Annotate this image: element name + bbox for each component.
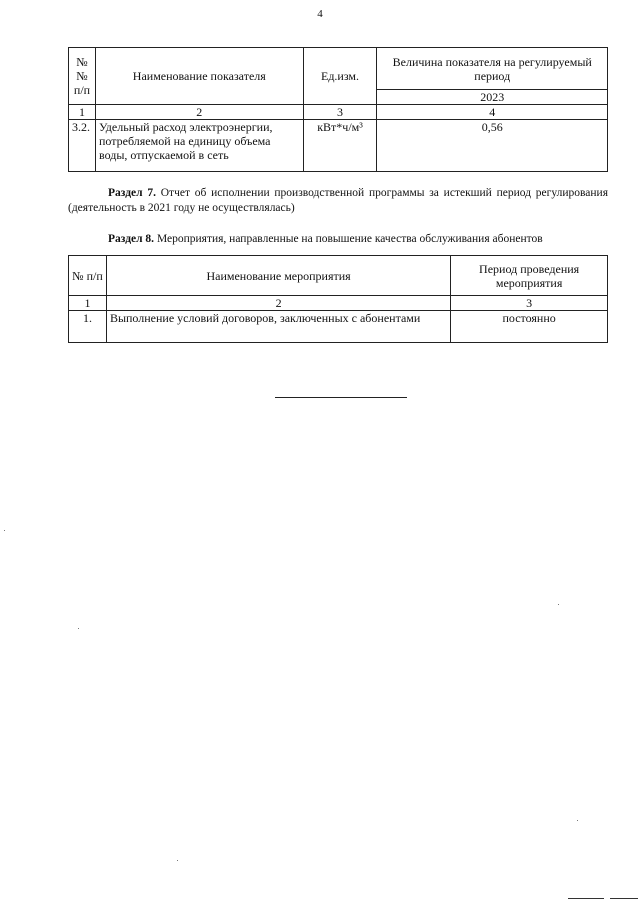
row-indicator-name: Удельный расход электроэнергии, потребляемой на единицу объема воды, отпускаемой в сеть (95, 120, 303, 172)
section-7-text: Отчет об исполнении производственной программы за истекший период регулирования (деятельность в 2021 году не осуществлялась) (68, 187, 609, 214)
col-number: 4 (377, 105, 608, 120)
row-unit: кВт*ч/м³ (303, 120, 377, 172)
header-value: Величина показателя на регулируемый период (377, 48, 608, 90)
indicator-table (68, 47, 608, 172)
page-number: 4 (317, 8, 323, 20)
scan-speck (4, 530, 5, 531)
measures-table (68, 255, 608, 343)
row-period: постоянно (451, 311, 608, 343)
column-number-row (69, 296, 608, 311)
scan-speck (558, 604, 559, 605)
row-value: 0,56 (377, 120, 608, 172)
col-number: 1 (69, 105, 96, 120)
section-8 (68, 232, 608, 247)
section-7 (68, 186, 608, 216)
col-number: 2 (106, 296, 450, 311)
row-num: 1. (69, 311, 107, 343)
edge-line (610, 898, 638, 899)
section-7-label: Раздел 7. (108, 187, 156, 199)
section-8-label: Раздел 8. (108, 233, 155, 245)
header-indicator-name: Наименование показателя (95, 48, 303, 105)
section-8-text: Мероприятия, направленные на повышение качества обслуживания абонентов (156, 233, 543, 245)
col-number: 3 (303, 105, 377, 120)
column-number-row (69, 105, 608, 120)
scan-speck (177, 860, 178, 861)
header-num: № п/п (69, 256, 107, 296)
edge-line (568, 898, 604, 899)
header-period: Период проведения мероприятия (451, 256, 608, 296)
col-number: 1 (69, 296, 107, 311)
header-num: №№ п/п (69, 48, 96, 105)
header-measure-name: Наименование мероприятия (106, 256, 450, 296)
header-unit: Ед.изм. (303, 48, 377, 105)
table-row (69, 120, 608, 172)
col-number: 2 (95, 105, 303, 120)
row-num: 3.2. (69, 120, 96, 172)
scan-speck (78, 628, 79, 629)
header-year: 2023 (377, 90, 608, 105)
scan-speck (577, 820, 578, 821)
col-number: 3 (451, 296, 608, 311)
divider-line (275, 397, 407, 398)
row-measure-name: Выполнение условий договоров, заключенных с абонентами (106, 311, 450, 343)
table-row (69, 311, 608, 343)
